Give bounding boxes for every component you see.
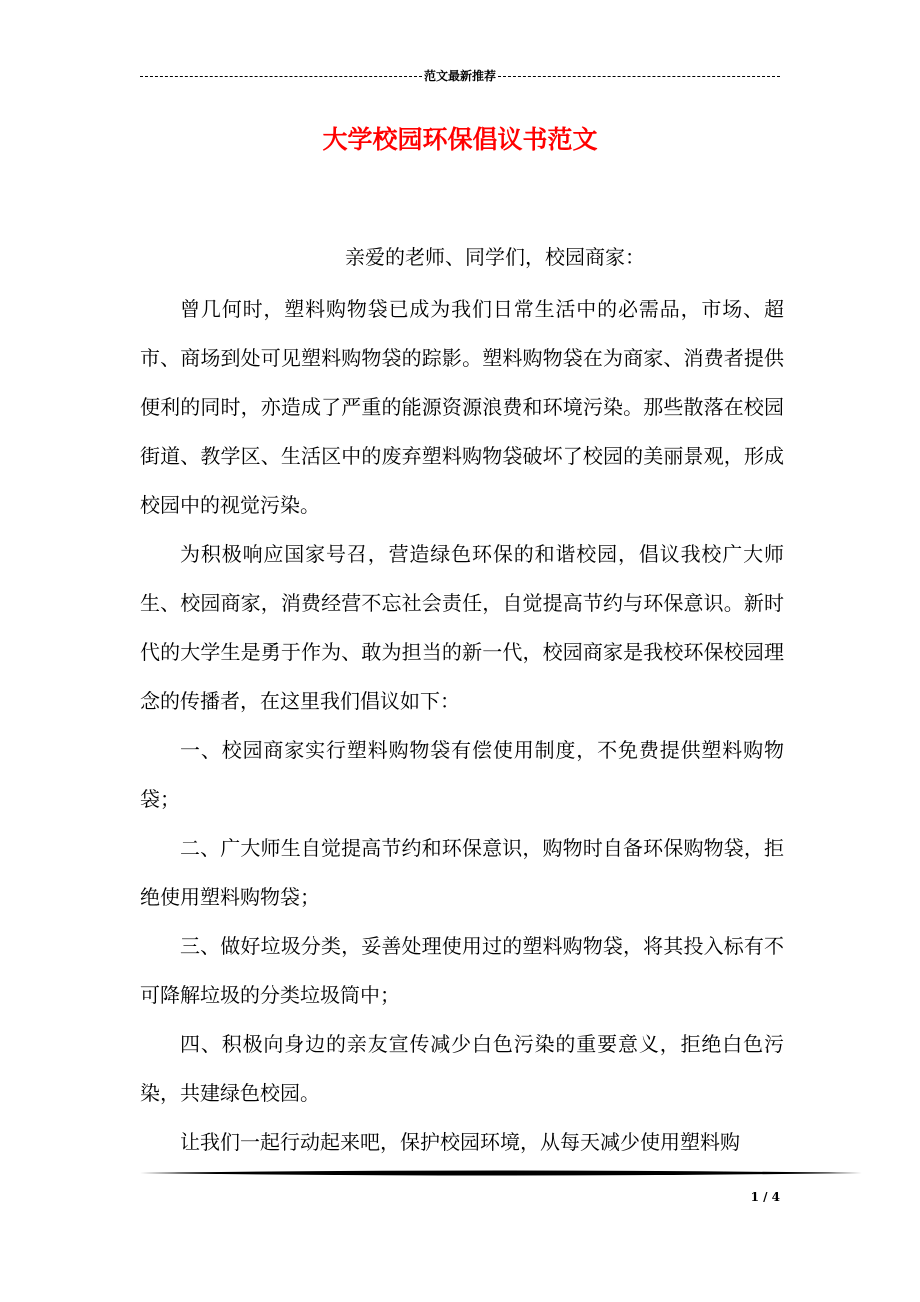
paragraph: 三、做好垃圾分类，妥善处理使用过的塑料购物袋，将其投入标有不可降解垃圾的分类垃圾筒中； (140, 934, 784, 1007)
paragraph: 为积极响应国家号召，营造绿色环保的和谐校园，倡议我校广大师生、校园商家，消费经营不忘社会责任，自觉提高节约与环保意识。新时代的大学生是勇于作为、敢为担当的新一代，校园商家是我校环保校园理念的传播者，在这里我们倡议如下： (140, 542, 784, 713)
page-header (140, 68, 780, 84)
paragraph: 曾几何时，塑料购物袋已成为我们日常生活中的必需品，市场、超市、商场到处可见塑料购物袋的踪影。塑料购物袋在为商家、消费者提供便利的同时，亦造成了严重的能源资源浪费和环境污染。那些散落在校园街道、教学区、生活区中的废弃塑料购物袋破坏了校园的美丽景观，形成校园中的视觉污染。 (140, 297, 784, 517)
header-label: 范文最新推荐 (424, 69, 497, 83)
header-dashes-left (140, 76, 422, 77)
paragraph: 一、校园商家实行塑料购物袋有偿使用制度，不免费提供塑料购物袋； (140, 738, 784, 811)
document-body (140, 285, 784, 1167)
header-dashes-right (498, 76, 780, 77)
page-number: 1 / 4 (750, 1190, 780, 1204)
paragraph: 四、积极向身边的亲友宣传减少白色污染的重要意义，拒绝白色污染，共建绿色校园。 (140, 1032, 784, 1105)
paragraph: 二、广大师生自觉提高节约和环保意识，购物时自备环保购物袋，拒绝使用塑料购物袋； (140, 836, 784, 909)
salutation: 亲爱的老师、同学们，校园商家： (345, 245, 645, 269)
paragraph: 让我们一起行动起来吧，保护校园环境，从每天减少使用塑料购 (180, 1130, 740, 1154)
document-title: 大学校园环保倡议书范文 (322, 125, 598, 154)
footer-rule (140, 1168, 862, 1178)
